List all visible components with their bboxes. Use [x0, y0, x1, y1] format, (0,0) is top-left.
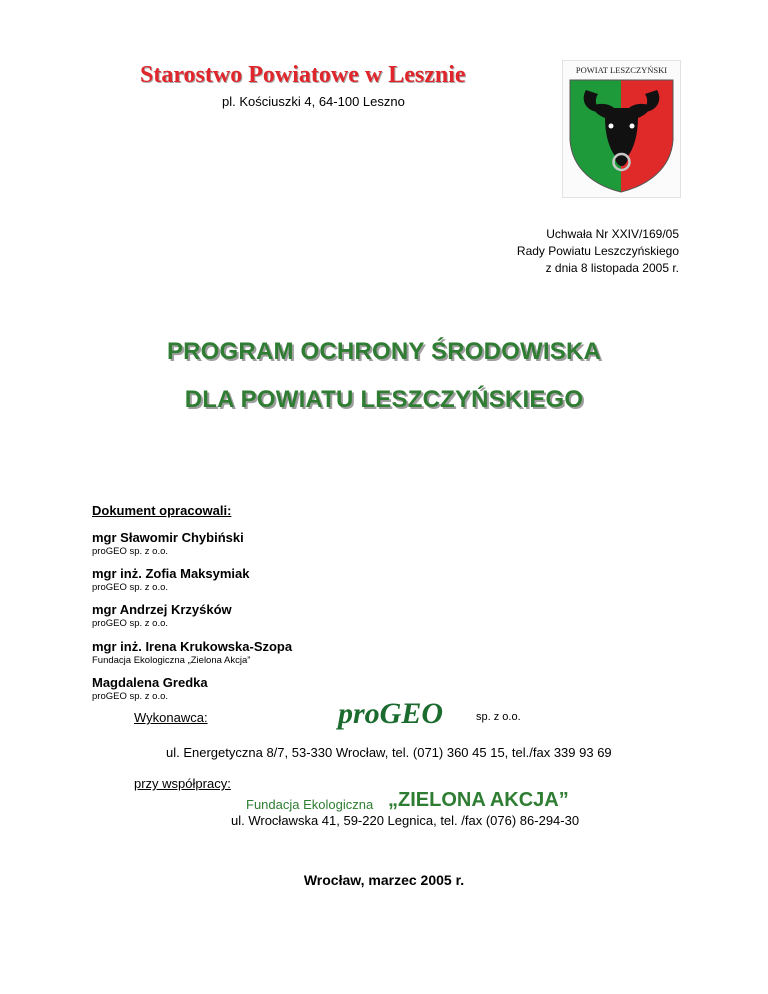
author-name: Magdalena Gredka [92, 675, 208, 690]
cooperation-label: przy współpracy: [134, 776, 231, 791]
contractor-address: ul. Energetyczna 8/7, 53-330 Wrocław, tel. (071) 360 45 15, tel./fax 339 93 69 [166, 745, 612, 760]
author-item [92, 566, 250, 593]
authors-heading: Dokument opracowali: [92, 503, 232, 518]
company-suffix: sp. z o.o. [476, 711, 521, 723]
author-item [92, 675, 208, 702]
crest-caption: POWIAT LESZCZYŃSKI [575, 65, 668, 75]
document-title-line-1: PROGRAM OCHRONY ŚRODOWISKA [166, 338, 602, 365]
author-name: mgr inż. Zofia Maksymiak [92, 566, 250, 581]
author-organization: proGEO sp. z o.o. [92, 618, 169, 629]
resolution-council: Rady Powiatu Leszczyńskiego [516, 244, 679, 258]
author-organization: proGEO sp. z o.o. [92, 691, 169, 702]
place-and-date: Wrocław, marzec 2005 r. [303, 872, 465, 888]
author-organization: Fundacja Ekologiczna „Zielona Akcja” [92, 655, 251, 666]
resolution-number: Uchwała Nr XXIV/169/05 [546, 227, 679, 241]
resolution-date: z dnia 8 listopada 2005 r. [545, 261, 679, 275]
author-name: mgr Andrzej Krzyśków [92, 602, 232, 617]
office-address: pl. Kościuszki 4, 64-100 Leszno [222, 94, 405, 109]
progeo-logo: proGEO [338, 697, 444, 730]
author-item [92, 530, 244, 557]
author-name: mgr inż. Irena Krukowska-Szopa [92, 639, 293, 654]
resolution-info [517, 226, 679, 277]
coat-of-arms-icon [562, 60, 681, 198]
cooperation-address: ul. Wrocławska 41, 59-220 Legnica, tel. /fax (076) 86-294-30 [231, 813, 580, 828]
contractor-label: Wykonawca: [134, 710, 208, 725]
author-item [92, 602, 232, 629]
author-item [92, 639, 292, 666]
cooperation-org-name: „ZIELONA AKCJA” [388, 789, 569, 811]
author-name: mgr Sławomir Chybiński [92, 530, 244, 545]
document-title-line-2: DLA POWIATU LESZCZYŃSKIEGO [184, 386, 584, 413]
office-name: Starostwo Powiatowe w Lesznie [140, 62, 466, 88]
author-organization: proGEO sp. z o.o. [92, 546, 169, 557]
author-organization: proGEO sp. z o.o. [92, 582, 169, 593]
cooperation-org-prefix: Fundacja Ekologiczna [246, 797, 374, 812]
